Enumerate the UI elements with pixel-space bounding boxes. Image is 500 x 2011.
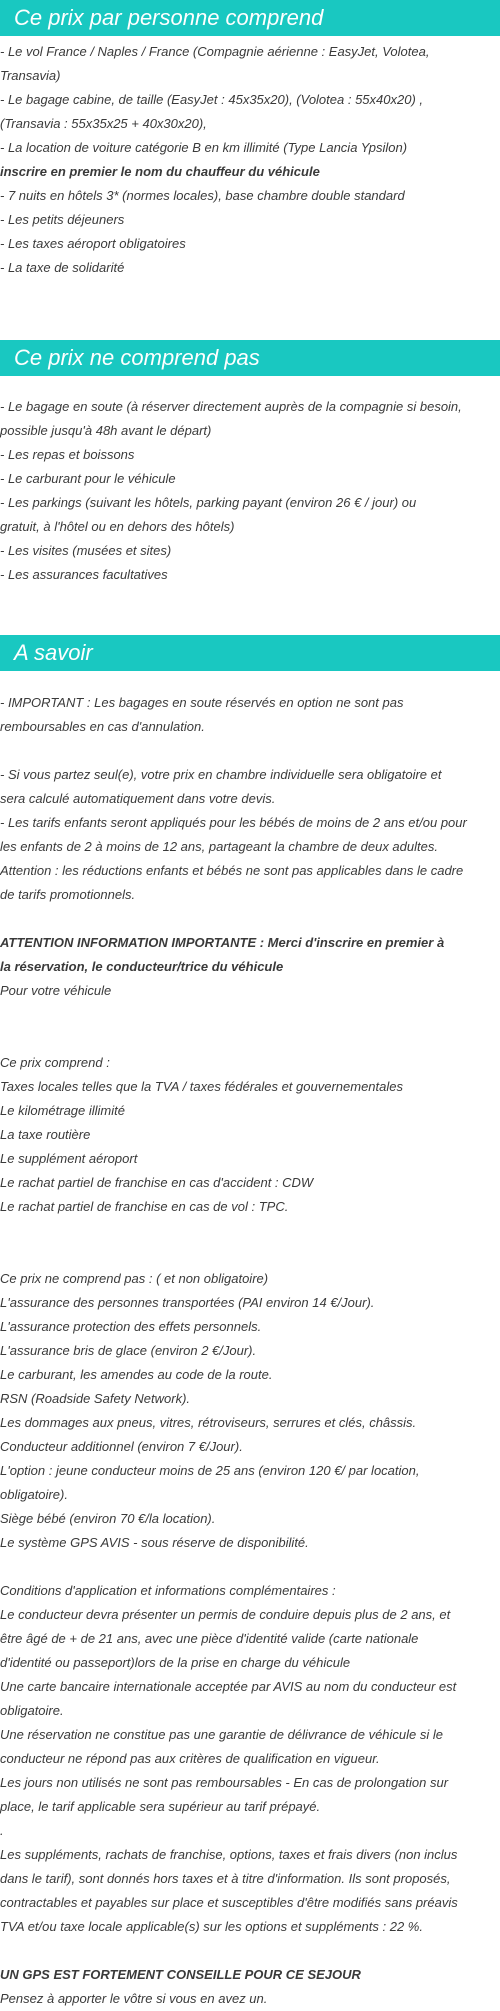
text-line: Les jours non utilisés ne sont pas remboursables - En cas de prolongation sur — [0, 1775, 449, 1790]
text-line: remboursables en cas d'annulation. — [0, 719, 205, 734]
text-line: Le carburant, les amendes au code de la route. — [0, 1367, 273, 1382]
text-line: Ce prix comprend : — [0, 1055, 110, 1070]
text-line: Le système GPS AVIS - sous réserve de disponibilité. — [0, 1535, 309, 1550]
text-line: Une réservation ne constitue pas une garantie de délivrance de véhicule si le — [0, 1727, 443, 1742]
blank-line — [0, 1027, 500, 1051]
text-line: - Les visites (musées et sites) — [0, 543, 172, 558]
text-line: conducteur ne répond pas aux critères de qualification en vigueur. — [0, 1751, 380, 1766]
text-line: possible jusqu'à 48h avant le départ) — [0, 423, 212, 438]
text-line: Conducteur additionnel (environ 7 €/Jour). — [0, 1439, 243, 1454]
text-line: La taxe routière — [0, 1127, 91, 1142]
text-line: gratuit, à l'hôtel ou en dehors des hôtels) — [0, 519, 235, 534]
section-body-includes — [0, 40, 500, 280]
text-line: Le conducteur devra présenter un permis de conduire depuis plus de 2 ans, et — [0, 1607, 451, 1622]
text-line: Pensez à apporter le vôtre si vous en avez un. — [0, 1991, 268, 2006]
text-line: obligatoire). — [0, 1487, 68, 1502]
text-line: de tarifs promotionnels. — [0, 887, 136, 902]
text-line: Le kilométrage illimité — [0, 1103, 125, 1118]
text-line: Le rachat partiel de franchise en cas de vol : TPC. — [0, 1199, 289, 1214]
text-line: la réservation, le conducteur/trice du véhicule — [0, 959, 284, 974]
text-line: TVA et/ou taxe locale applicable(s) sur les options et suppléments : 22 %. — [0, 1919, 423, 1934]
text-line: - La taxe de solidarité — [0, 260, 125, 275]
text-line: obligatoire. — [0, 1703, 64, 1718]
text-line: Attention : les réductions enfants et bébés ne sont pas applicables dans le cadre — [0, 863, 464, 878]
text-line: inscrire en premier le nom du chauffeur du véhicule — [0, 164, 320, 179]
text-line: L'assurance des personnes transportées (PAI environ 14 €/Jour). — [0, 1295, 375, 1310]
text-line: L'assurance bris de glace (environ 2 €/Jour). — [0, 1343, 257, 1358]
text-line: - Les petits déjeuners — [0, 212, 125, 227]
section-title-a-savoir: A savoir — [0, 635, 500, 671]
blank-line — [0, 1243, 500, 1267]
text-line: - 7 nuits en hôtels 3* (normes locales), base chambre double standard — [0, 188, 405, 203]
text-line: d'identité ou passeport)lors de la prise en charge du véhicule — [0, 1655, 351, 1670]
section-body-excludes — [0, 395, 500, 587]
blank-line — [0, 907, 500, 931]
text-line: Ce prix ne comprend pas : ( et non obligatoire) — [0, 1271, 269, 1286]
text-line: UN GPS EST FORTEMENT CONSEILLE POUR CE SEJOUR — [0, 1967, 361, 1982]
text-line: Les dommages aux pneus, vitres, rétroviseurs, serrures et clés, châssis. — [0, 1415, 417, 1430]
text-line: Taxes locales telles que la TVA / taxes fédérales et gouvernementales — [0, 1079, 403, 1094]
text-line: Le rachat partiel de franchise en cas d'accident : CDW — [0, 1175, 314, 1190]
text-line: . — [0, 1823, 4, 1838]
text-line: Le supplément aéroport — [0, 1151, 138, 1166]
text-line: Siège bébé (environ 70 €/la location). — [0, 1511, 216, 1526]
text-line: - Si vous partez seul(e), votre prix en chambre individuelle sera obligatoire et — [0, 767, 442, 782]
blank-line — [0, 1219, 500, 1243]
text-line: - Les parkings (suivant les hôtels, parking payant (environ 26 € / jour) ou — [0, 495, 417, 510]
section-title-excludes: Ce prix ne comprend pas — [0, 340, 500, 376]
blank-line — [0, 1003, 500, 1027]
text-line: Transavia) — [0, 68, 61, 83]
text-line: Pour votre véhicule — [0, 983, 112, 998]
text-line: place, le tarif applicable sera supérieur au tarif prépayé. — [0, 1799, 321, 1814]
section-title-includes: Ce prix par personne comprend — [0, 0, 500, 36]
text-line: Une carte bancaire internationale acceptée par AVIS au nom du conducteur est — [0, 1679, 457, 1694]
blank-line — [0, 739, 500, 763]
text-line: - Le bagage cabine, de taille (EasyJet : 45x35x20), (Volotea : 55x40x20) , — [0, 92, 424, 107]
blank-line — [0, 1555, 500, 1579]
text-line: les enfants de 2 à moins de 12 ans, partageant la chambre de deux adultes. — [0, 839, 438, 854]
text-line: - Le carburant pour le véhicule — [0, 471, 176, 486]
text-line: être âgé de + de 21 ans, avec une pièce d'identité valide (carte nationale — [0, 1631, 419, 1646]
blank-line — [0, 1939, 500, 1963]
section-body-a-savoir — [0, 691, 500, 2011]
text-line: L'assurance protection des effets personnels. — [0, 1319, 262, 1334]
text-line: L'option : jeune conducteur moins de 25 ans (environ 120 €/ par location, — [0, 1463, 420, 1478]
text-line: dans le tarif), sont donnés hors taxes et à titre d'information. Ils sont proposés, — [0, 1871, 451, 1886]
text-line: - Les repas et boissons — [0, 447, 135, 462]
text-line: - Les assurances facultatives — [0, 567, 168, 582]
text-line: - Le bagage en soute (à réserver directement auprès de la compagnie si besoin, — [0, 399, 462, 414]
text-line: contractables et payables sur place et susceptibles d'être modifiés sans préavis — [0, 1895, 458, 1910]
text-line: (Transavia : 55x35x25 + 40x30x20), — [0, 116, 207, 131]
text-line: Conditions d'application et informations complémentaires : — [0, 1583, 336, 1598]
text-line: ATTENTION INFORMATION IMPORTANTE : Merci d'inscrire en premier à — [0, 935, 445, 950]
text-line: - Les taxes aéroport obligatoires — [0, 236, 186, 251]
text-line: sera calculé automatiquement dans votre devis. — [0, 791, 276, 806]
text-line: - La location de voiture catégorie B en km illimité (Type Lancia Ypsilon) — [0, 140, 408, 155]
text-line: - IMPORTANT : Les bagages en soute réservés en option ne sont pas — [0, 695, 404, 710]
text-line: - Le vol France / Naples / France (Compagnie aérienne : EasyJet, Volotea, — [0, 44, 430, 59]
text-line: - Les tarifs enfants seront appliqués pour les bébés de moins de 2 ans et/ou pour — [0, 815, 467, 830]
text-line: RSN (Roadside Safety Network). — [0, 1391, 191, 1406]
text-line: Les suppléments, rachats de franchise, options, taxes et frais divers (non inclus — [0, 1847, 458, 1862]
